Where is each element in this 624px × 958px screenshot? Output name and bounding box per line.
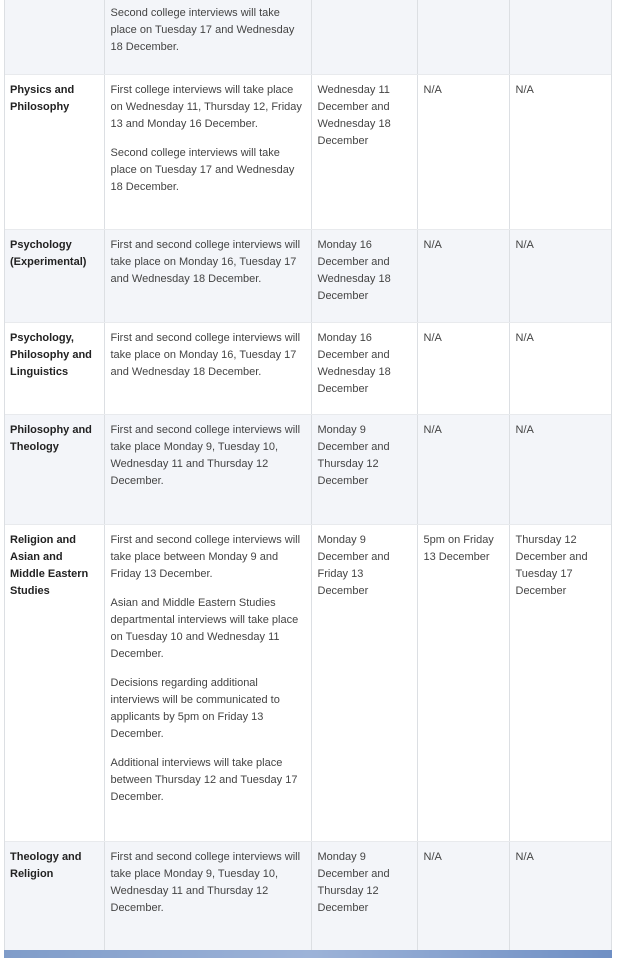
shortlisting-cell: Monday 16 December and Wednesday 18 December	[311, 229, 417, 322]
table-row	[4, 322, 612, 414]
subject-cell	[4, 0, 104, 74]
table-row	[4, 841, 612, 950]
shortlisting-cell: Monday 16 December and Wednesday 18 December	[311, 322, 417, 414]
subject-cell: Theology and Religion	[4, 841, 104, 950]
subject-cell: Psychology, Philosophy and Linguistics	[4, 322, 104, 414]
details-cell	[104, 322, 311, 414]
table-row	[4, 74, 612, 229]
footer-bar	[4, 950, 612, 958]
shortlisting-cell: Monday 9 December and Thursday 12 December	[311, 414, 417, 524]
decisions-cell: N/A	[417, 841, 509, 950]
decisions-cell: 5pm on Friday 13 December	[417, 524, 509, 841]
details-text: Additional interviews will take place between Thursday 12 and Tuesday 17 December.	[110, 756, 298, 803]
details-cell	[104, 229, 311, 322]
additional-cell	[509, 0, 612, 74]
details-text: First and second college interviews will take place Monday 9, Tuesday 10, Wednesday 11 and Thursday 12 December.	[110, 423, 301, 487]
additional-cell: N/A	[509, 414, 612, 524]
table-row	[4, 414, 612, 524]
details-cell	[104, 0, 311, 74]
decisions-cell: N/A	[417, 322, 509, 414]
shortlisting-cell: Monday 9 December and Friday 13 December	[311, 524, 417, 841]
details-text: First and second college interviews will take place on Monday 16, Tuesday 17 and Wednesday 18 December.	[110, 238, 301, 285]
table-row	[4, 524, 612, 841]
details-text: Asian and Middle Eastern Studies departmental interviews will take place on Tuesday 10 and Wednesday 11 December.	[110, 596, 299, 660]
additional-cell: N/A	[509, 229, 612, 322]
decisions-cell: N/A	[417, 414, 509, 524]
decisions-cell	[417, 0, 509, 74]
additional-cell: Thursday 12 December and Tuesday 17 December	[509, 524, 612, 841]
details-cell	[104, 524, 311, 841]
details-cell	[104, 74, 311, 229]
details-text: First and second college interviews will take place between Monday 9 and Friday 13 December.	[110, 533, 301, 580]
decisions-cell: N/A	[417, 229, 509, 322]
details-text: Second college interviews will take place on Tuesday 17 and Wednesday 18 December.	[110, 7, 295, 53]
details-cell	[104, 841, 311, 950]
interview-schedule-table	[4, 0, 612, 951]
details-text: First and second college interviews will take place on Monday 16, Tuesday 17 and Wednesday 18 December.	[110, 331, 301, 378]
details-text: First and second college interviews will take place Monday 9, Tuesday 10, Wednesday 11 and Thursday 12 December.	[110, 850, 301, 914]
shortlisting-cell: Wednesday 11 December and Wednesday 18 December	[311, 74, 417, 229]
table-row	[4, 0, 612, 74]
details-text: Second college interviews will take place on Tuesday 17 and Wednesday 18 December.	[110, 146, 295, 193]
subject-cell: Psychology (Experimental)	[4, 229, 104, 322]
additional-cell: N/A	[509, 74, 612, 229]
table-row	[4, 229, 612, 322]
shortlisting-cell: Monday 9 December and Thursday 12 December	[311, 841, 417, 950]
details-cell	[104, 414, 311, 524]
subject-cell: Physics and Philosophy	[4, 74, 104, 229]
details-text: First college interviews will take place on Wednesday 11, Thursday 12, Friday 13 and Monday 16 December.	[110, 83, 302, 130]
additional-cell: N/A	[509, 322, 612, 414]
shortlisting-cell	[311, 0, 417, 74]
additional-cell: N/A	[509, 841, 612, 950]
subject-cell: Philosophy and Theology	[4, 414, 104, 524]
decisions-cell: N/A	[417, 74, 509, 229]
details-text: Decisions regarding additional interviews will be communicated to applicants by 5pm on Friday 13 December.	[110, 676, 280, 740]
subject-cell: Religion and Asian and Middle Eastern Studies	[4, 524, 104, 841]
